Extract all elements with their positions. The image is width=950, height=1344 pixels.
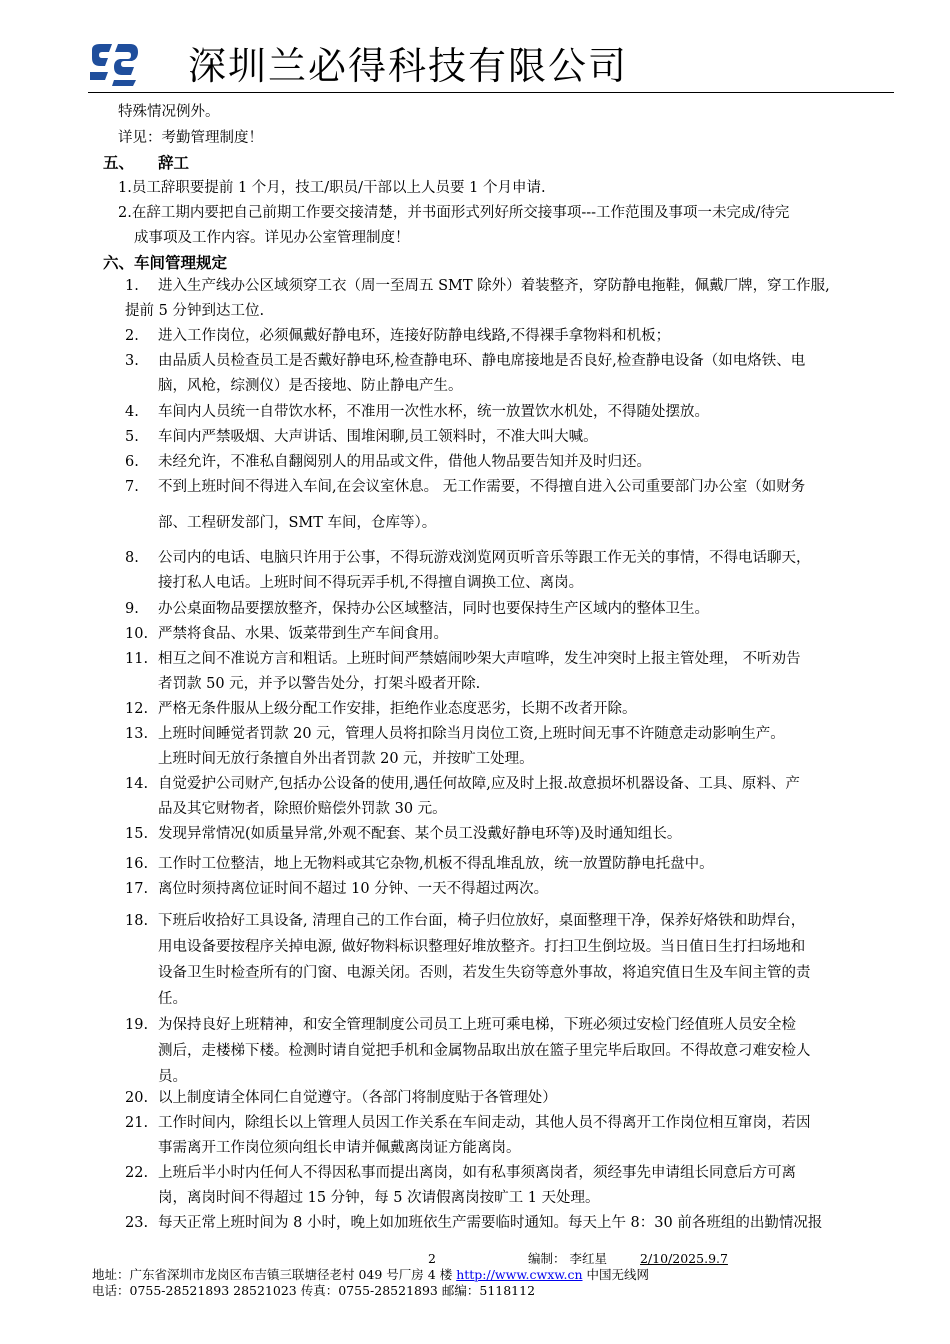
rule-number: 17.: [125, 881, 149, 897]
rule-number: 1.: [125, 278, 139, 294]
rule-text-line: 用电设备要按程序关掉电源, 做好物料标识整理好堆放整齐。打扫卫生倒垃圾。当日值日生打扫场地和: [158, 939, 806, 955]
rule-text-line: 相互之间不准说方言和粗话。上班时间严禁嬉闹吵架大声喧哗，发生冲突时上报主管处理， 不听劝告: [158, 651, 801, 667]
rule-number: 9.: [125, 601, 139, 617]
section-5-line: 1.员工辞职要提前 1 个月，技工/职员/干部以上人员要 1 个月申请.: [118, 180, 546, 196]
rule-number: 18.: [125, 913, 149, 929]
rule-text-line: 离位时须持离位证时间不超过 10 分钟、一天不得超过两次。: [158, 881, 549, 897]
rule-text-line: 车间内人员统一自带饮水杯，不准用一次性水杯，统一放置饮水机处，不得随处摆放。: [158, 404, 709, 420]
revision-date: 2/10/2025.9.7: [640, 1251, 728, 1266]
rule-number: 16.: [125, 856, 149, 872]
website-link[interactable]: http://www.cwxw.cn: [456, 1267, 583, 1282]
rule-number: 14.: [125, 776, 149, 792]
rule-number: 10.: [125, 626, 149, 642]
rule-number: 11.: [125, 651, 149, 667]
rule-text-line: 自觉爱护公司财产,包括办公设备的使用,遇任何故障,应及时上报.故意损坏机器设备、工具、原料、产: [158, 776, 800, 792]
rule-text-line: 办公桌面物品要摆放整齐，保持办公区域整洁，同时也要保持生产区域内的整体卫生。: [158, 601, 709, 617]
rule-number: 15.: [125, 826, 149, 842]
footer-address: [92, 1267, 649, 1282]
rule-text-line: 不到上班时间不得进入车间,在会议室休息。 无工作需要，不得擅自进入公司重要部门办公室（如财务: [158, 479, 806, 495]
rule-number: 22.: [125, 1165, 149, 1181]
rule-text-line: 严格无条件服从上级分配工作安排，拒绝作业态度恶劣，长期不改者开除。: [158, 701, 637, 717]
rule-text-line: 每天正常上班时间为 8 小时，晚上如加班依生产需要临时通知。每天上午 8：30 前各班组的出勤情况报: [158, 1215, 823, 1231]
intro-line: 详见：考勤管理制度！: [118, 130, 263, 146]
rule-number: 23.: [125, 1215, 149, 1231]
section-5-line: 成事项及工作内容。详见办公室管理制度！: [134, 230, 410, 246]
header-rule: [88, 92, 894, 93]
rule-text-line: 者罚款 50 元，并予以警告处分，打架斗殴者开除.: [158, 676, 481, 692]
company-name: 深圳兰必得科技有限公司: [188, 44, 629, 88]
rule-text-line: 品及其它财物者，除照价赔偿外罚款 30 元。: [158, 801, 447, 817]
section-6-title: 六、车间管理规定: [103, 254, 228, 272]
rule-text-line: 任。: [158, 991, 187, 1007]
company-logo-icon: [88, 42, 140, 88]
rule-text-line: 车间内严禁吸烟、大声讲话、围堆闲聊,员工领料时，不准大叫大喊。: [158, 429, 598, 445]
intro-line: 特殊情况例外。: [118, 104, 220, 120]
rule-number: 21.: [125, 1115, 149, 1131]
rule-text-line: 上班时间无放行条擅自外出者罚款 20 元，并按旷工处理。: [158, 751, 534, 767]
rule-text-line: 以上制度请全体同仁自觉遵守。（各部门将制度贴于各管理处）: [158, 1090, 557, 1106]
rule-text-line: 事需离开工作岗位须向组长申请并佩戴离岗证方能离岗。: [158, 1140, 521, 1156]
section-5-number: 五、: [103, 154, 135, 172]
rule-text-line: 提前 5 分钟到达工位.: [125, 303, 265, 319]
site-name: 中国无线网: [582, 1267, 649, 1282]
rule-text-line: 严禁将食品、水果、饭菜带到生产车间食用。: [158, 626, 448, 642]
section-5-title: 辞工: [158, 154, 190, 172]
rule-text-line: 接打私人电话。上班时间不得玩弄手机,不得擅自调换工位、离岗。: [158, 575, 584, 591]
rule-text-line: 未经允许，不准私自翻阅别人的用品或文件，借他人物品要告知并及时归还。: [158, 454, 651, 470]
rule-text-line: 进入生产线办公区域须穿工衣（周一至周五 SMT 除外）着装整齐，穿防静电拖鞋，佩戴厂牌，穿工作服,: [158, 278, 830, 294]
rule-text-line: 测后，走楼梯下楼。检测时请自觉把手机和金属物品取出放在篮子里完毕后取回。不得故意刁难安检人: [158, 1043, 811, 1059]
rule-number: 6.: [125, 454, 139, 470]
address-text: 地址：广东省深圳市龙岗区布吉镇三联塘径老村 049 号厂房 4 楼: [92, 1267, 457, 1282]
rule-text-line: 工作时工位整洁，地上无物料或其它杂物,机板不得乱堆乱放，统一放置防静电托盘中。: [158, 856, 714, 872]
page-number: 2: [428, 1251, 436, 1266]
rule-text-line: 部、工程研发部门，SMT 车间，仓库等）。: [158, 515, 437, 531]
rule-number: 19.: [125, 1017, 149, 1033]
section-5-line: 2.在辞工期内要把自己前期工作要交接清楚，并书面形式列好所交接事项---工作范围及事项一未完成/待完: [118, 205, 790, 221]
rule-text-line: 发现异常情况(如质量异常,外观不配套、某个员工没戴好静电环等)及时通知组长。: [158, 826, 682, 842]
rule-number: 12.: [125, 701, 149, 717]
rule-number: 13.: [125, 726, 149, 742]
rule-number: 8.: [125, 550, 139, 566]
rule-text-line: 公司内的电话、电脑只许用于公事，不得玩游戏浏览网页听音乐等跟工作无关的事情，不得电话聊天，: [158, 550, 811, 566]
rule-text-line: 由品质人员检查员工是否戴好静电环,检查静电环、静电席接地是否良好,检查静电设备（如电烙铁、电: [158, 353, 806, 369]
rule-text-line: 上班时间睡觉者罚款 20 元，管理人员将扣除当月岗位工资,上班时间无事不许随意走动影响生产。: [158, 726, 785, 742]
rule-text-line: 下班后收拾好工具设备, 清理自己的工作台面，椅子归位放好，桌面整理干净，保养好烙铁和助焊台，: [158, 913, 806, 929]
rule-text-line: 员。: [158, 1069, 187, 1085]
rule-number: 7.: [125, 479, 139, 495]
rule-number: 5.: [125, 429, 139, 445]
rule-text-line: 为保持良好上班精神，和安全管理制度公司员工上班可乘电梯，下班必须过安检门经值班人员安全检: [158, 1017, 796, 1033]
rule-number: 3.: [125, 353, 139, 369]
rule-text-line: 工作时间内，除组长以上管理人员因工作关系在车间走动，其他人员不得离开工作岗位相互窜岗，若因: [158, 1115, 811, 1131]
rule-text-line: 设备卫生时检查所有的门窗、电源关闭。否则，若发生失窃等意外事故，将追究值日生及车间主管的责: [158, 965, 811, 981]
rule-number: 4.: [125, 404, 139, 420]
rule-text-line: 岗，离岗时间不得超过 15 分钟，每 5 次请假离岗按旷工 1 天处理。: [158, 1190, 600, 1206]
rule-text-line: 上班后半小时内任何人不得因私事而提出离岗，如有私事须离岗者，须经事先申请组长同意后方可离: [158, 1165, 796, 1181]
rule-number: 2.: [125, 328, 139, 344]
footer-contact: 电话：0755-28521893 28521023 传真：0755-28521893 邮编：5118112: [92, 1283, 536, 1298]
editor: 编制： 李红星: [528, 1251, 607, 1266]
rule-text-line: 脑，风枪，综测仪）是否接地、防止静电产生。: [158, 378, 463, 394]
rule-text-line: 进入工作岗位，必须佩戴好静电环，连接好防静电线路,不得裸手拿物料和机板；: [158, 328, 671, 344]
rule-number: 20.: [125, 1090, 149, 1106]
